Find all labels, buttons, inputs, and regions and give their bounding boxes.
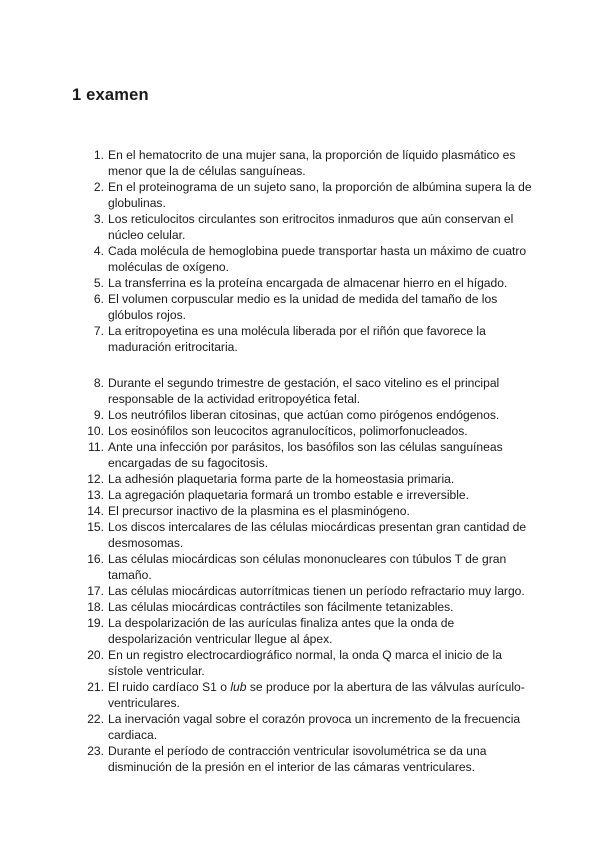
question-text: Las células miocárdicas son células mononucleares con túbulos T de gran tamaño. bbox=[108, 552, 507, 582]
question-text: La transferrina es la proteína encargada de almacenar hierro en el hígado. bbox=[108, 276, 508, 290]
question-text bbox=[108, 679, 538, 711]
question-text: Los discos intercalares de las células miocárdicas presentan gran cantidad de desmosomas. bbox=[108, 520, 527, 550]
question-text: Durante el período de contracción ventricular isovolumétrica se da una disminución de la presión en el interior de las cámaras ventriculares. bbox=[108, 744, 487, 774]
question-item-21 bbox=[78, 679, 538, 711]
question-text: Cada molécula de hemoglobina puede transportar hasta un máximo de cuatro moléculas de oxígeno. bbox=[108, 244, 527, 274]
question-text-end: se produce por la abertura de las válvulas aurículo-ventriculares. bbox=[108, 680, 525, 710]
question-number: 23. bbox=[87, 744, 104, 758]
question-text: Ante una infección por parásitos, los basófilos son las células sanguíneas encargadas de su fagocitosis. bbox=[108, 440, 503, 470]
question-item-1 bbox=[78, 147, 538, 179]
question-number: 10. bbox=[87, 424, 104, 438]
question-text: Las células miocárdicas autorrítmicas tienen un período refractario muy largo. bbox=[108, 584, 525, 598]
question-number: 20. bbox=[87, 648, 104, 662]
question-item-7 bbox=[78, 323, 538, 355]
question-item-2 bbox=[78, 179, 538, 211]
question-number: 5. bbox=[93, 276, 104, 290]
question-text: La inervación vagal sobre el corazón provoca un incremento de la frecuencia cardiaca. bbox=[108, 712, 521, 742]
question-number: 9. bbox=[93, 408, 104, 422]
question-number: 4. bbox=[93, 244, 104, 258]
question-number: 21. bbox=[87, 680, 104, 694]
question-text: Los reticulocitos circulantes son eritrocitos inmaduros que aún conservan el núcleo celular. bbox=[108, 212, 514, 242]
question-text: Los neutrófilos liberan citosinas, que actúan como pirógenos endógenos. bbox=[108, 408, 500, 422]
question-number: 6. bbox=[93, 292, 104, 306]
question-text: En el hematocrito de una mujer sana, la proporción de líquido plasmático es menor que la de células sanguíneas. bbox=[108, 148, 516, 178]
question-number: 13. bbox=[87, 488, 104, 502]
question-text: Los eosinófilos son leucocitos agranulocíticos, polimorfonucleados. bbox=[108, 424, 468, 438]
question-item-13 bbox=[78, 487, 538, 503]
question-text-start: El ruido cardíaco S1 o bbox=[108, 680, 231, 694]
question-item-15 bbox=[78, 519, 538, 551]
question-number: 16. bbox=[87, 552, 104, 566]
question-number: 15. bbox=[87, 520, 104, 534]
question-item-4 bbox=[78, 243, 538, 275]
document-title: 1 examen bbox=[72, 86, 149, 104]
question-text: En un registro electrocardiográfico normal, la onda Q marca el inicio de la sístole ventricular. bbox=[108, 648, 502, 678]
question-number: 1. bbox=[93, 148, 104, 162]
question-number: 11. bbox=[88, 440, 104, 454]
question-text: La eritropoyetina es una molécula liberada por el riñón que favorece la maduración eritrocitaria. bbox=[108, 324, 486, 354]
question-item-6 bbox=[78, 291, 538, 323]
question-number: 22. bbox=[87, 712, 104, 726]
question-item-14 bbox=[78, 503, 538, 519]
question-item-16 bbox=[78, 551, 538, 583]
question-item-10 bbox=[78, 423, 538, 439]
question-item-19 bbox=[78, 615, 538, 647]
section-gap bbox=[78, 355, 538, 375]
question-item-3 bbox=[78, 211, 538, 243]
question-item-11 bbox=[78, 439, 538, 471]
question-text: Las células miocárdicas contráctiles son fácilmente tetanizables. bbox=[108, 600, 454, 614]
question-text: La despolarización de las aurículas finaliza antes que la onda de despolarización ventricular llegue al ápex. bbox=[108, 616, 455, 646]
question-text: El precursor inactivo de la plasmina es el plasminógeno. bbox=[108, 504, 410, 518]
question-item-18 bbox=[78, 599, 538, 615]
question-number: 12. bbox=[87, 472, 104, 486]
question-item-22 bbox=[78, 711, 538, 743]
question-item-17 bbox=[78, 583, 538, 599]
question-text-italic: lub bbox=[230, 680, 247, 694]
question-number: 7. bbox=[93, 324, 104, 338]
question-number: 3. bbox=[93, 212, 104, 226]
question-number: 17. bbox=[87, 584, 104, 598]
question-number: 19. bbox=[87, 616, 104, 630]
question-item-23 bbox=[78, 743, 538, 775]
question-text: La agregación plaquetaria formará un trombo estable e irreversible. bbox=[108, 488, 469, 502]
question-item-8 bbox=[78, 375, 538, 407]
question-text: La adhesión plaquetaria forma parte de la homeostasia primaria. bbox=[108, 472, 455, 486]
question-number: 8. bbox=[93, 376, 104, 390]
question-item-12 bbox=[78, 471, 538, 487]
question-text: El volumen corpuscular medio es la unidad de medida del tamaño de los glóbulos rojos. bbox=[108, 292, 498, 322]
question-number: 14. bbox=[87, 504, 104, 518]
question-text: En el proteinograma de un sujeto sano, la proporción de albúmina supera la de globulinas. bbox=[108, 180, 532, 210]
question-item-9 bbox=[78, 407, 538, 423]
question-number: 18. bbox=[87, 600, 104, 614]
question-item-20 bbox=[78, 647, 538, 679]
question-number: 2. bbox=[93, 180, 104, 194]
question-text: Durante el segundo trimestre de gestación, el saco vitelino es el principal responsable de la actividad eritropoyética fetal. bbox=[108, 376, 500, 406]
question-list bbox=[78, 147, 538, 775]
question-item-5 bbox=[78, 275, 538, 291]
